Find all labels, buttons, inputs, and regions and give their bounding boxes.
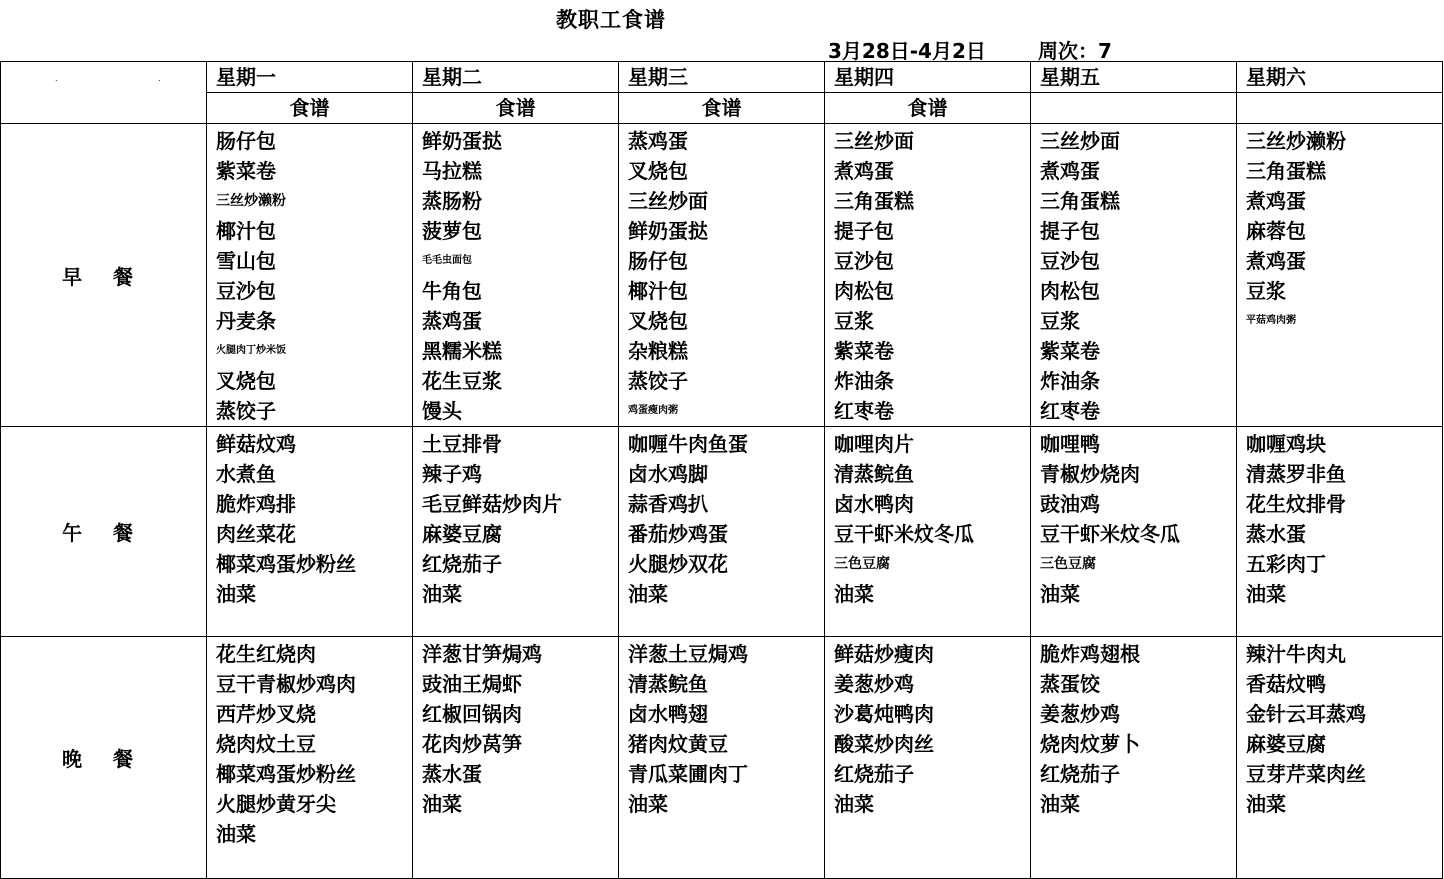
- corner-mark: .: [55, 74, 58, 83]
- dish-list: [619, 124, 824, 426]
- dish-item: 三丝炒面: [628, 189, 708, 213]
- dish-item: 豆芽芹菜肉丝: [1246, 762, 1366, 786]
- dish-item: 油菜: [628, 582, 668, 606]
- dish-item: 煮鸡蛋: [834, 159, 894, 183]
- day-label: 星期四: [834, 65, 894, 89]
- menu-cell: [619, 124, 825, 427]
- subheader-cell: [413, 93, 619, 124]
- dish-item: 红烧茄子: [1040, 762, 1120, 786]
- menu-cell: [825, 124, 1031, 427]
- menu-cell: [1031, 427, 1237, 637]
- day-header: [825, 62, 1031, 93]
- dish-item: 三角蛋糕: [1040, 189, 1120, 213]
- dish-list: [413, 427, 618, 609]
- dish-item: 蒸蛋饺: [1040, 672, 1100, 696]
- dish-item: 咖喱牛肉鱼蛋: [628, 432, 748, 456]
- dish-item: 酸菜炒肉丝: [834, 732, 934, 756]
- dish-list: [207, 124, 412, 426]
- subheader-label: 食谱: [907, 96, 948, 120]
- dish-item: 叉烧包: [628, 309, 688, 333]
- dish-item: 西芹炒叉烧: [216, 702, 316, 726]
- meal-label-lunch: 午 餐: [1, 427, 207, 637]
- dish-item: 油菜: [422, 792, 462, 816]
- dish-item: 蒸鸡蛋: [422, 309, 482, 333]
- dish-item: 麻婆豆腐: [422, 522, 502, 546]
- breakfast-row: [1, 124, 1443, 427]
- dish-item: 花生炆排骨: [1246, 492, 1346, 516]
- day-header: [413, 62, 619, 93]
- dish-item: 豉油王焗虾: [422, 672, 522, 696]
- dish-item: 叉烧包: [216, 369, 276, 393]
- menu-cell: [1237, 427, 1443, 637]
- dish-item: 烧肉炆萝卜: [1040, 732, 1140, 756]
- dish-item: 三丝炒濑粉: [1246, 129, 1346, 153]
- dish-item: 肠仔包: [216, 129, 276, 153]
- dish-item: 三色豆腐: [1040, 556, 1096, 572]
- menu-cell: [1237, 124, 1443, 427]
- dish-item: 蒸饺子: [628, 369, 688, 393]
- dish-item: 脆炸鸡翅根: [1040, 642, 1140, 666]
- dish-item: 油菜: [834, 792, 874, 816]
- dish-item: 红枣卷: [834, 399, 894, 423]
- dish-item: 马拉糕: [422, 159, 482, 183]
- day-header: [1237, 62, 1443, 93]
- dish-list: [619, 637, 824, 819]
- dish-item: 红烧茄子: [834, 762, 914, 786]
- dish-item: 油菜: [216, 582, 256, 606]
- subheader-cell: [1237, 93, 1443, 124]
- dish-item: 豆干虾米炆冬瓜: [834, 522, 974, 546]
- day-label: 星期六: [1246, 65, 1306, 89]
- dish-item: 麻蓉包: [1246, 219, 1306, 243]
- dish-item: 清蒸罗非鱼: [1246, 462, 1346, 486]
- dish-item: 卤水鸭肉: [834, 492, 914, 516]
- menu-cell: [413, 427, 619, 637]
- dish-item: 提子包: [1040, 219, 1100, 243]
- menu-cell: [207, 124, 413, 427]
- dish-item: 三角蛋糕: [1246, 159, 1326, 183]
- dish-item: 鸡蛋瘦肉粥: [628, 405, 678, 416]
- corner-mark: .: [158, 74, 161, 83]
- page-title: 教职工食谱: [556, 8, 666, 32]
- dish-item: 丹麦条: [216, 309, 276, 333]
- dish-item: 香菇炆鸭: [1246, 672, 1326, 696]
- dish-item: 油菜: [1246, 582, 1286, 606]
- dish-item: 馒头: [422, 399, 462, 423]
- menu-cell: [207, 427, 413, 637]
- dish-list: [825, 637, 1030, 819]
- dish-item: 辣汁牛肉丸: [1246, 642, 1346, 666]
- dish-item: 油菜: [834, 582, 874, 606]
- dish-item: 豆沙包: [834, 249, 894, 273]
- subheader-cell: [619, 93, 825, 124]
- dish-item: 清蒸鲩鱼: [834, 462, 914, 486]
- meal-label-dinner: 晚 餐: [1, 637, 207, 879]
- dish-item: 土豆排骨: [422, 432, 502, 456]
- menu-cell: [413, 637, 619, 879]
- dish-item: 洋葱甘笋焗鸡: [422, 642, 542, 666]
- dish-list: [1237, 427, 1442, 609]
- dish-item: 油菜: [1246, 792, 1286, 816]
- dish-item: 三角蛋糕: [834, 189, 914, 213]
- day-header: [619, 62, 825, 93]
- dish-item: 肠仔包: [628, 249, 688, 273]
- dish-item: 三丝炒面: [1040, 129, 1120, 153]
- dish-item: 辣子鸡: [422, 462, 482, 486]
- menu-cell: [207, 637, 413, 879]
- menu-cell: [619, 637, 825, 879]
- dish-item: 煮鸡蛋: [1246, 189, 1306, 213]
- dish-item: 火腿炒双花: [628, 552, 728, 576]
- day-label: 星期二: [422, 65, 482, 89]
- menu-cell: [1031, 124, 1237, 427]
- dish-item: 麻婆豆腐: [1246, 732, 1326, 756]
- dish-item: 蒸肠粉: [422, 189, 482, 213]
- dish-list: [1237, 124, 1442, 336]
- dish-list: [825, 427, 1030, 609]
- menu-cell: [619, 427, 825, 637]
- dish-item: 肉松包: [1040, 279, 1100, 303]
- dish-item: 豆干虾米炆冬瓜: [1040, 522, 1180, 546]
- dish-item: 油菜: [216, 822, 256, 846]
- dish-item: 火腿肉丁炒米饭: [216, 345, 286, 356]
- dish-item: 鲜菇炒瘦肉: [834, 642, 934, 666]
- day-label: 星期五: [1040, 65, 1100, 89]
- dish-item: 蒸水蛋: [422, 762, 482, 786]
- dish-list: [207, 637, 412, 849]
- dish-item: 花肉炒莴笋: [422, 732, 522, 756]
- dish-item: 煮鸡蛋: [1040, 159, 1100, 183]
- menu-cell: [825, 637, 1031, 879]
- dish-item: 雪山包: [216, 249, 276, 273]
- dish-item: 鲜菇炆鸡: [216, 432, 296, 456]
- dish-item: 卤水鸭翅: [628, 702, 708, 726]
- menu-table: [0, 61, 1443, 879]
- dish-item: 烧肉炆土豆: [216, 732, 316, 756]
- menu-cell: [825, 427, 1031, 637]
- dish-item: 五彩肉丁: [1246, 552, 1326, 576]
- dish-item: 椰汁包: [628, 279, 688, 303]
- dish-list: [1031, 427, 1236, 609]
- lunch-row: [1, 427, 1443, 637]
- dish-item: 水煮鱼: [216, 462, 276, 486]
- dish-item: 豆沙包: [1040, 249, 1100, 273]
- dish-item: 牛角包: [422, 279, 482, 303]
- dish-item: 平菇鸡肉粥: [1246, 315, 1296, 326]
- dish-item: 三丝炒面: [834, 129, 914, 153]
- dish-item: 花生豆浆: [422, 369, 502, 393]
- dish-item: 杂粮糕: [628, 339, 688, 363]
- meal-label-breakfast: 早 餐: [1, 124, 207, 427]
- dish-item: 青瓜菜圃肉丁: [628, 762, 748, 786]
- menu-cell: [1237, 637, 1443, 879]
- dish-item: 毛豆鲜菇炒肉片: [422, 492, 562, 516]
- day-label: 星期一: [216, 65, 276, 89]
- dish-item: 咖哩鸭: [1040, 432, 1100, 456]
- dish-item: 金针云耳蒸鸡: [1246, 702, 1366, 726]
- dish-item: 咖哩肉片: [834, 432, 914, 456]
- day-header: [1031, 62, 1237, 93]
- dish-item: 洋葱土豆焗鸡: [628, 642, 748, 666]
- dish-item: 清蒸鲩鱼: [628, 672, 708, 696]
- dish-item: 油菜: [1040, 582, 1080, 606]
- dish-item: 鲜奶蛋挞: [422, 129, 502, 153]
- dish-item: 三色豆腐: [834, 556, 890, 572]
- dish-item: 红椒回锅肉: [422, 702, 522, 726]
- dish-item: 沙葛炖鸭肉: [834, 702, 934, 726]
- dish-item: 油菜: [422, 582, 462, 606]
- dish-item: 椰菜鸡蛋炒粉丝: [216, 552, 356, 576]
- dish-item: 毛毛虫面包: [422, 255, 472, 266]
- dish-item: 姜葱炒鸡: [834, 672, 914, 696]
- week-number: 周次：7: [1038, 39, 1112, 63]
- dish-item: 油菜: [1040, 792, 1080, 816]
- dish-item: 蒸水蛋: [1246, 522, 1306, 546]
- subheader-cell: [1031, 93, 1237, 124]
- dish-item: 叉烧包: [628, 159, 688, 183]
- menu-cell: [1031, 637, 1237, 879]
- menu-cell: [413, 124, 619, 427]
- dish-list: [207, 427, 412, 609]
- subheader-label: 食谱: [701, 96, 742, 120]
- dish-item: 蒸饺子: [216, 399, 276, 423]
- dish-list: [1237, 637, 1442, 819]
- dish-item: 菠萝包: [422, 219, 482, 243]
- dish-item: 卤水鸡脚: [628, 462, 708, 486]
- dish-item: 红枣卷: [1040, 399, 1100, 423]
- dish-item: 花生红烧肉: [216, 642, 316, 666]
- dish-item: 蒸鸡蛋: [628, 129, 688, 153]
- dish-item: 紫菜卷: [834, 339, 894, 363]
- dish-item: 姜葱炒鸡: [1040, 702, 1120, 726]
- dinner-row: [1, 637, 1443, 879]
- dish-item: 蒜香鸡扒: [628, 492, 708, 516]
- dish-list: [619, 427, 824, 609]
- dish-item: 炸油条: [1040, 369, 1100, 393]
- dish-item: 椰菜鸡蛋炒粉丝: [216, 762, 356, 786]
- dish-item: 豆浆: [1246, 279, 1286, 303]
- dish-item: 三丝炒濑粉: [216, 193, 286, 209]
- dish-item: 青椒炒烧肉: [1040, 462, 1140, 486]
- subheader-cell: [207, 93, 413, 124]
- dish-list: [1031, 637, 1236, 819]
- dish-item: 肉丝菜花: [216, 522, 296, 546]
- dish-list: [413, 637, 618, 819]
- dish-item: 提子包: [834, 219, 894, 243]
- dish-item: 豉油鸡: [1040, 492, 1100, 516]
- subheader-label: 食谱: [495, 96, 536, 120]
- dish-item: 紫菜卷: [1040, 339, 1100, 363]
- dish-item: 猪肉炆黄豆: [628, 732, 728, 756]
- dish-item: 咖喱鸡块: [1246, 432, 1326, 456]
- dish-list: [1031, 124, 1236, 426]
- day-label: 星期三: [628, 65, 688, 89]
- dish-item: 豆沙包: [216, 279, 276, 303]
- dish-item: 脆炸鸡排: [216, 492, 296, 516]
- dish-item: 火腿炒黄牙尖: [216, 792, 336, 816]
- dish-item: 豆浆: [1040, 309, 1080, 333]
- dish-item: 油菜: [628, 792, 668, 816]
- dish-item: 豆浆: [834, 309, 874, 333]
- dish-item: 紫菜卷: [216, 159, 276, 183]
- subheader-label: 食谱: [289, 96, 330, 120]
- dish-item: 肉松包: [834, 279, 894, 303]
- dish-item: 黑糯米糕: [422, 339, 502, 363]
- dish-item: 鲜奶蛋挞: [628, 219, 708, 243]
- dish-item: 红烧茄子: [422, 552, 502, 576]
- dish-list: [413, 124, 618, 426]
- dish-list: [825, 124, 1030, 426]
- dish-item: 番茄炒鸡蛋: [628, 522, 728, 546]
- dish-item: 炸油条: [834, 369, 894, 393]
- corner-cell: [1, 62, 207, 124]
- dish-item: 豆干青椒炒鸡肉: [216, 672, 356, 696]
- date-range: 3月28日-4月2日: [828, 39, 986, 63]
- dish-item: 椰汁包: [216, 219, 276, 243]
- dish-item: 煮鸡蛋: [1246, 249, 1306, 273]
- day-header: [207, 62, 413, 93]
- subheader-cell: [825, 93, 1031, 124]
